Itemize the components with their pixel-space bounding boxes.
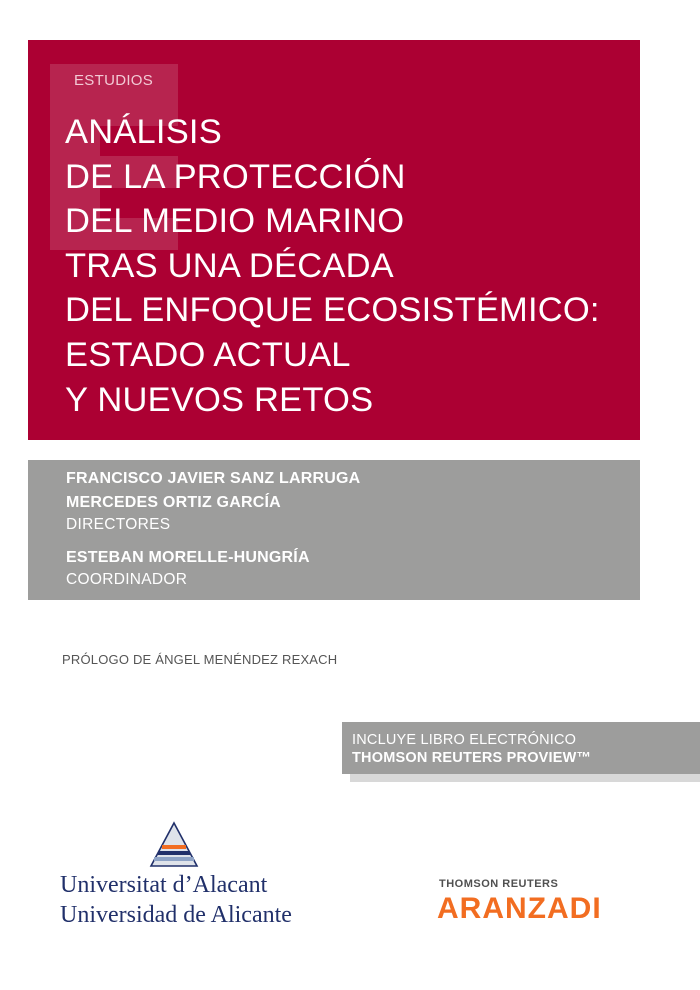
coordinator-role: COORDINADOR	[66, 571, 188, 588]
university-name-spanish: Universidad de Alicante	[60, 902, 292, 928]
directors-role: DIRECTORES	[66, 516, 171, 533]
title-line: TRAS UNA DÉCADA	[65, 246, 394, 285]
title-line: ANÁLISIS	[65, 113, 222, 151]
title-line: Y NUEVOS RETOS	[65, 380, 374, 419]
authors-panel	[28, 460, 640, 600]
prologue-credit: PRÓLOGO DE ÁNGEL MENÉNDEZ REXACH	[62, 652, 338, 667]
university-logo	[60, 820, 300, 940]
director-name: MERCEDES ORTIZ GARCÍA	[66, 494, 281, 511]
ebook-badge	[342, 722, 700, 774]
publisher-name: ARANZADI	[437, 892, 602, 925]
university-emblem-icon	[148, 820, 200, 870]
title-line: ESTADO ACTUAL	[65, 335, 351, 374]
coordinator-name: ESTEBAN MORELLE-HUNGRÍA	[66, 549, 310, 566]
book-title	[65, 110, 635, 422]
title-line: DEL ENFOQUE ECOSISTÉMICO:	[65, 291, 600, 330]
series-label: ESTUDIOS	[74, 72, 154, 89]
publisher-logo	[437, 878, 627, 938]
title-line: DE LA PROTECCIÓN	[65, 157, 406, 196]
publisher-group: THOMSON REUTERS	[439, 878, 559, 890]
university-name-valencian: Universitat d’Alacant	[60, 872, 268, 898]
title-line: DEL MEDIO MARINO	[65, 202, 405, 241]
director-name: FRANCISCO JAVIER SANZ LARRUGA	[66, 470, 361, 487]
ebook-line: INCLUYE LIBRO ELECTRÓNICO	[352, 732, 577, 748]
cover-title-panel	[28, 40, 640, 440]
ebook-product: THOMSON REUTERS PROVIEW™	[352, 750, 592, 766]
